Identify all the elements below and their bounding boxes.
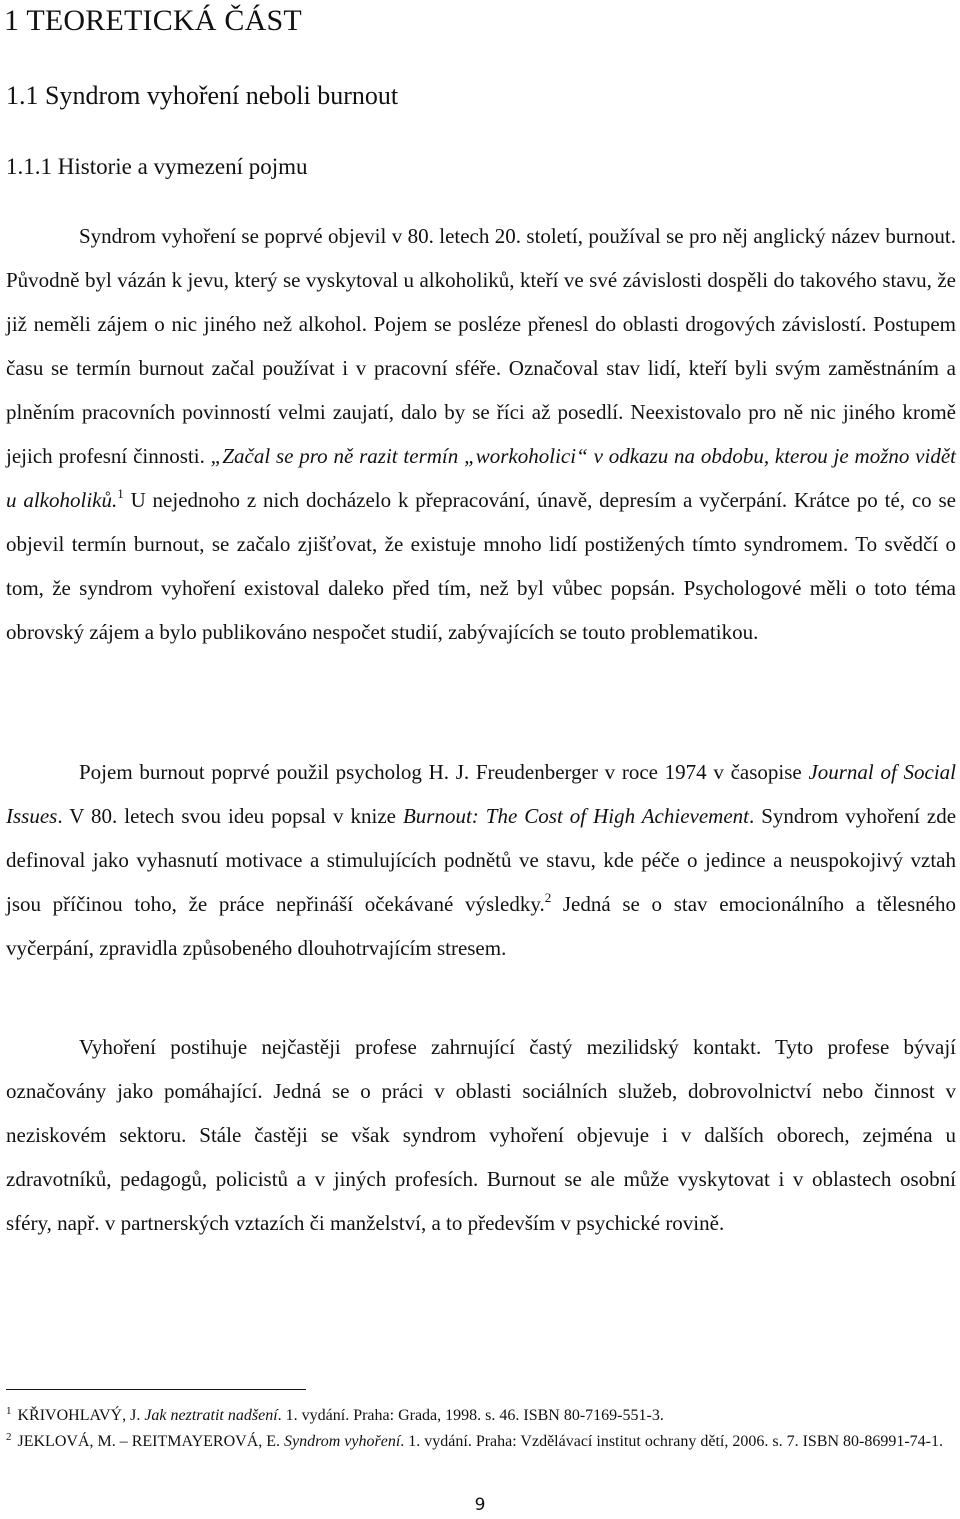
paragraph-text: Pojem burnout poprvé použil psycholog H. J. Freudenberger v roce 1974 v časopise [79, 760, 809, 784]
footnote-2 [6, 1429, 956, 1455]
book-title: Burnout: The Cost of High Achievement [402, 804, 749, 828]
footnote-separator [6, 1389, 306, 1390]
footnote-details: . 1. vydání. Praha: Grada, 1998. s. 46. ISBN 80-7169-551-3. [277, 1407, 664, 1424]
footnote-reference: 2 [544, 890, 552, 905]
footnote-number: 1 [6, 1405, 12, 1417]
footnote-details: . 1. vydání. Praha: Vzdělávací institut ochrany dětí, 2006. s. 7. ISBN 80-86991-74-1. [400, 1433, 944, 1450]
paragraph-history [6, 214, 956, 654]
footnote-number: 2 [6, 1431, 12, 1443]
journal-title: Journal of Social Issues [6, 760, 956, 828]
page-number: 9 [474, 1495, 486, 1515]
footnote-reference: 1 [117, 486, 124, 501]
subsection-heading: 1.1.1 Historie a vymezení pojmu [6, 154, 308, 179]
paragraph-text: Syndrom vyhoření se poprvé objevil v 80. letech 20. století, používal se pro něj anglický název burnout. Původně byl vázán k jevu, který se vyskytoval u alkoholiků, kteří ve své závislosti dospěli do takového stavu, že již neměli zájem o nic jiného než alkohol. Pojem se posléze přenesl do oblasti drogových závislostí. Postupem času se termín burnout začal používat i v pracovní sféře. Označoval stav lidí, kteří byli svým zaměstnáním a plněním pracovních povinností velmi zaujatí, dalo by se říci až posedlí. Neexistovalo pro ně nic jiného kromě jejich profesní činnosti. [6, 224, 956, 468]
paragraph-professions: Vyhoření postihuje nejčastěji profese zahrnující častý mezilidský kontakt. Tyto profese bývají označovány jako pomáhající. Jedná se o práci v oblasti sociálních služeb, dobrovolnictví nebo činnost v neziskovém sektoru. Stále častěji se však syndrom vyhoření objevuje i v dalších oborech, zejména u zdravotníků, pedagogů, policistů a v jiných profesích. Burnout se ale může vyskytovat i v oblastech osobní sféry, např. v partnerských vztazích či manželství, a to především v psychické rovině. [6, 1035, 956, 1235]
footnote-title: Syndrom vyhoření [284, 1433, 401, 1450]
chapter-heading: 1 TEORETICKÁ ČÁST [4, 4, 302, 37]
paragraph-text: Jedná se o stav emocionálního a tělesného vyčerpání, zpravidla způsobeného dlouhotrvajícím stresem. [6, 892, 956, 960]
footnote-1 [6, 1403, 956, 1429]
paragraph-text: . Syndrom vyhoření zde definoval jako vyhasnutí motivace a stimulujících podnětů ve stavu, kde péče o jedince a neuspokojivý vztah jsou příčinou toho, že práce nepřináší očekávané výsledky. [6, 804, 957, 916]
footnote-title: Jak neztratit nadšení [144, 1407, 278, 1424]
paragraph-freudenberger [6, 750, 956, 970]
footnote-author: KŘIVOHLAVÝ, J. [17, 1407, 145, 1424]
footnotes [6, 1403, 956, 1455]
paragraph-text: U nejednoho z nich docházelo k přepracování, únavě, depresím a vyčerpání. Krátce po té, co se objevil termín burnout, se začalo zjišťovat, že existuje mnoho lidí postižených tímto syndromem. To svědčí o tom, že syndrom vyhoření existoval daleko před tím, než byl vůbec popsán. Psychologové měli o toto téma obrovský zájem a bylo publikováno nespočet studií, zabývajících se touto problematikou. [6, 488, 956, 644]
italic-quote: „Začal se pro ně razit termín „workoholici“ v odkazu na obdobu, kterou je možno vidět u alkoholiků. [6, 444, 956, 512]
footnote-author: JEKLOVÁ, M. – REITMAYEROVÁ, E. [17, 1433, 285, 1450]
section-heading: 1.1 Syndrom vyhoření neboli burnout [6, 81, 399, 110]
paragraph-text: . V 80. letech svou ideu popsal v knize [57, 804, 403, 828]
